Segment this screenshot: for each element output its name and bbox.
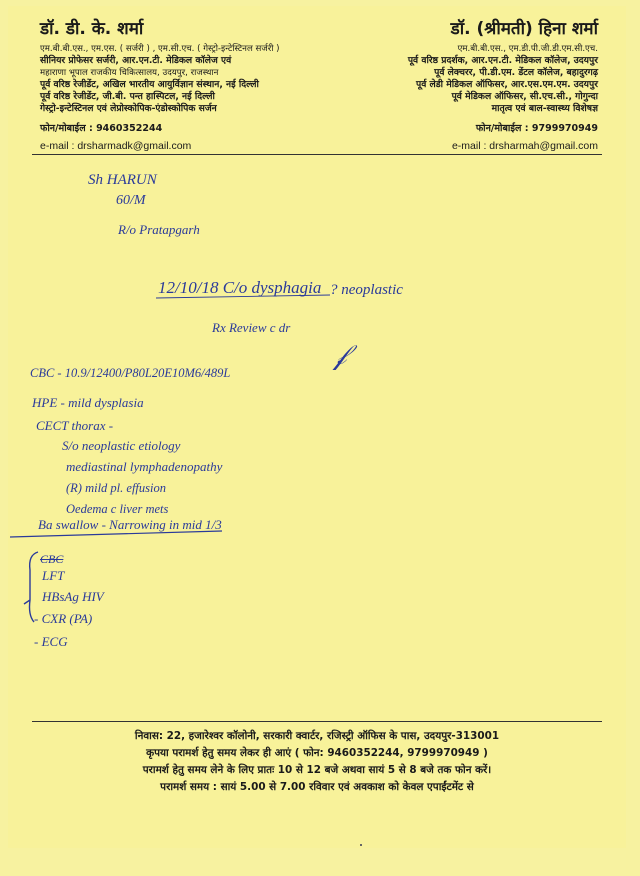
- handwritten-investigation: LFT: [42, 568, 65, 583]
- handwritten-address: R/o Pratapgarh: [118, 222, 200, 237]
- footer-address: निवास: 22, हजारेश्वर कॉलोनी, सरकारी क्वार्टर, रजिस्ट्री ऑफिस के पास, उदयपुर-313001: [134, 730, 500, 742]
- right-doctor-phone: फोन/मोबाईल : 9799970949: [475, 123, 598, 134]
- footer-consult-time: परामर्श समय : सायं 5.00 से 7.00 रविवार एवं अवकाश को केवल एपाईंटमेंट से: [160, 781, 474, 793]
- right-doctor-name: डॉ. (श्रीमती) हिना शर्मा: [450, 19, 598, 39]
- handwritten-investigation: - CXR (PA): [34, 611, 93, 626]
- handwritten-finding: mediastinal lymphadenopathy: [66, 459, 223, 474]
- left-doctor-line: पूर्व वरिष्ठ रेजीडेंट, अखिल भारतीय आयुर्विज्ञान संस्थान, नई दिल्ली: [40, 79, 259, 90]
- handwritten-signature: 𝒻: [334, 340, 347, 371]
- handwritten-cect: CECT thorax -: [36, 418, 114, 433]
- left-doctor-name: डॉ. डी. के. शर्मा: [40, 19, 144, 39]
- footer-call-time: परामर्श हेतु समय लेने के लिए प्रातः 10 से 12 बजे अथवा सायं 5 से 8 बजे तक फोन करें।: [142, 764, 492, 776]
- left-doctor-line: पूर्व वरिष्ठ रेजीडेंट, जी.बी. पन्त हास्पिटल, नई दिल्ली: [40, 91, 215, 102]
- left-doctor-line: एम.बी.बी.एस., एम.एस. ( सर्जरी ) , एम.सी.एच. ( गेस्ट्रो-इन्टेस्टिनल सर्जरी ): [40, 44, 280, 54]
- handwritten-investigation: HBsAg HIV: [42, 589, 104, 604]
- handwritten-patient-name: Sh HARUN: [88, 172, 157, 188]
- underline-stroke: [10, 531, 222, 537]
- right-doctor-line: एम.बी.बी.एस., एम.डी.पी.जी.डी.एम.सी.एच.: [457, 44, 598, 54]
- right-doctor-line: मातृत्व एवं बाल-स्वास्थ्य विशेषज्ञ: [491, 103, 598, 114]
- left-doctor-line: महाराणा भूपाल राजकीय चिकित्सालय, उदयपुर, राजस्थान: [40, 68, 219, 78]
- left-doctor-line: गेस्ट्रो-इन्टेस्टिनल एवं लेप्रोस्कोपिक-एंडोस्कोपिक सर्जन: [40, 103, 217, 114]
- footer-appointment: कृपया परामर्श हेतु समय लेकर ही आएं ( फोन: 9460352244, 9799970949 ): [146, 747, 488, 759]
- handwritten-query: ? neoplastic: [330, 282, 403, 298]
- handwritten-finding: Oedema c liver mets: [66, 502, 169, 516]
- right-doctor-line: पूर्व वरिष्ठ प्रदर्शक, आर.एन.टी. मेडिकल कॉलेज, उदयपुर: [407, 55, 598, 66]
- handwritten-finding: (R) mild pl. effusion: [66, 481, 166, 495]
- left-doctor-phone: फोन/मोबाईल : 9460352244: [40, 123, 163, 134]
- handwritten-complaint: 12/10/18 C/o dysphagia: [158, 278, 322, 297]
- handwritten-barium-swallow: Ba swallow - Narrowing in mid 1/3: [38, 517, 222, 532]
- left-doctor-line: सीनियर प्रोफेसर सर्जरी, आर.एन.टी. मेडिकल कॉलेज एवं: [40, 55, 232, 66]
- handwritten-cbc: CBC - 10.9/12400/P80L20E10M6/489L: [30, 366, 231, 380]
- handwritten-age-sex: 60/M: [116, 193, 146, 208]
- footer: [32, 728, 602, 796]
- handwritten-advice: Rx Review c dr: [212, 320, 291, 335]
- right-doctor-email: e-mail : drsharmah@gmail.com: [451, 140, 598, 152]
- right-doctor-line: पूर्व लेडी मेडिकल ऑफिसर, आर.एस.एम.एम. उदयपुर: [415, 79, 598, 90]
- paper-speck: [360, 844, 362, 846]
- right-doctor-line: पूर्व लेक्चरर, पी.डी.एम. डेंटल कॉलेज, बहादुरगढ़: [434, 67, 598, 78]
- handwritten-hpe: HPE - mild dysplasia: [32, 395, 144, 410]
- handwritten-finding: S/o neoplastic etiology: [62, 438, 181, 453]
- left-doctor-email: e-mail : drsharmadk@gmail.com: [40, 140, 192, 152]
- right-doctor-line: पूर्व मेडिकल ऑफिसर, सी.एच.सी., गोगुन्दा: [451, 91, 598, 102]
- handwritten-struck-item: CBC: [40, 552, 64, 566]
- underline-stroke: [156, 295, 330, 298]
- footer-divider: [32, 721, 602, 722]
- handwritten-investigation: - ECG: [34, 634, 68, 649]
